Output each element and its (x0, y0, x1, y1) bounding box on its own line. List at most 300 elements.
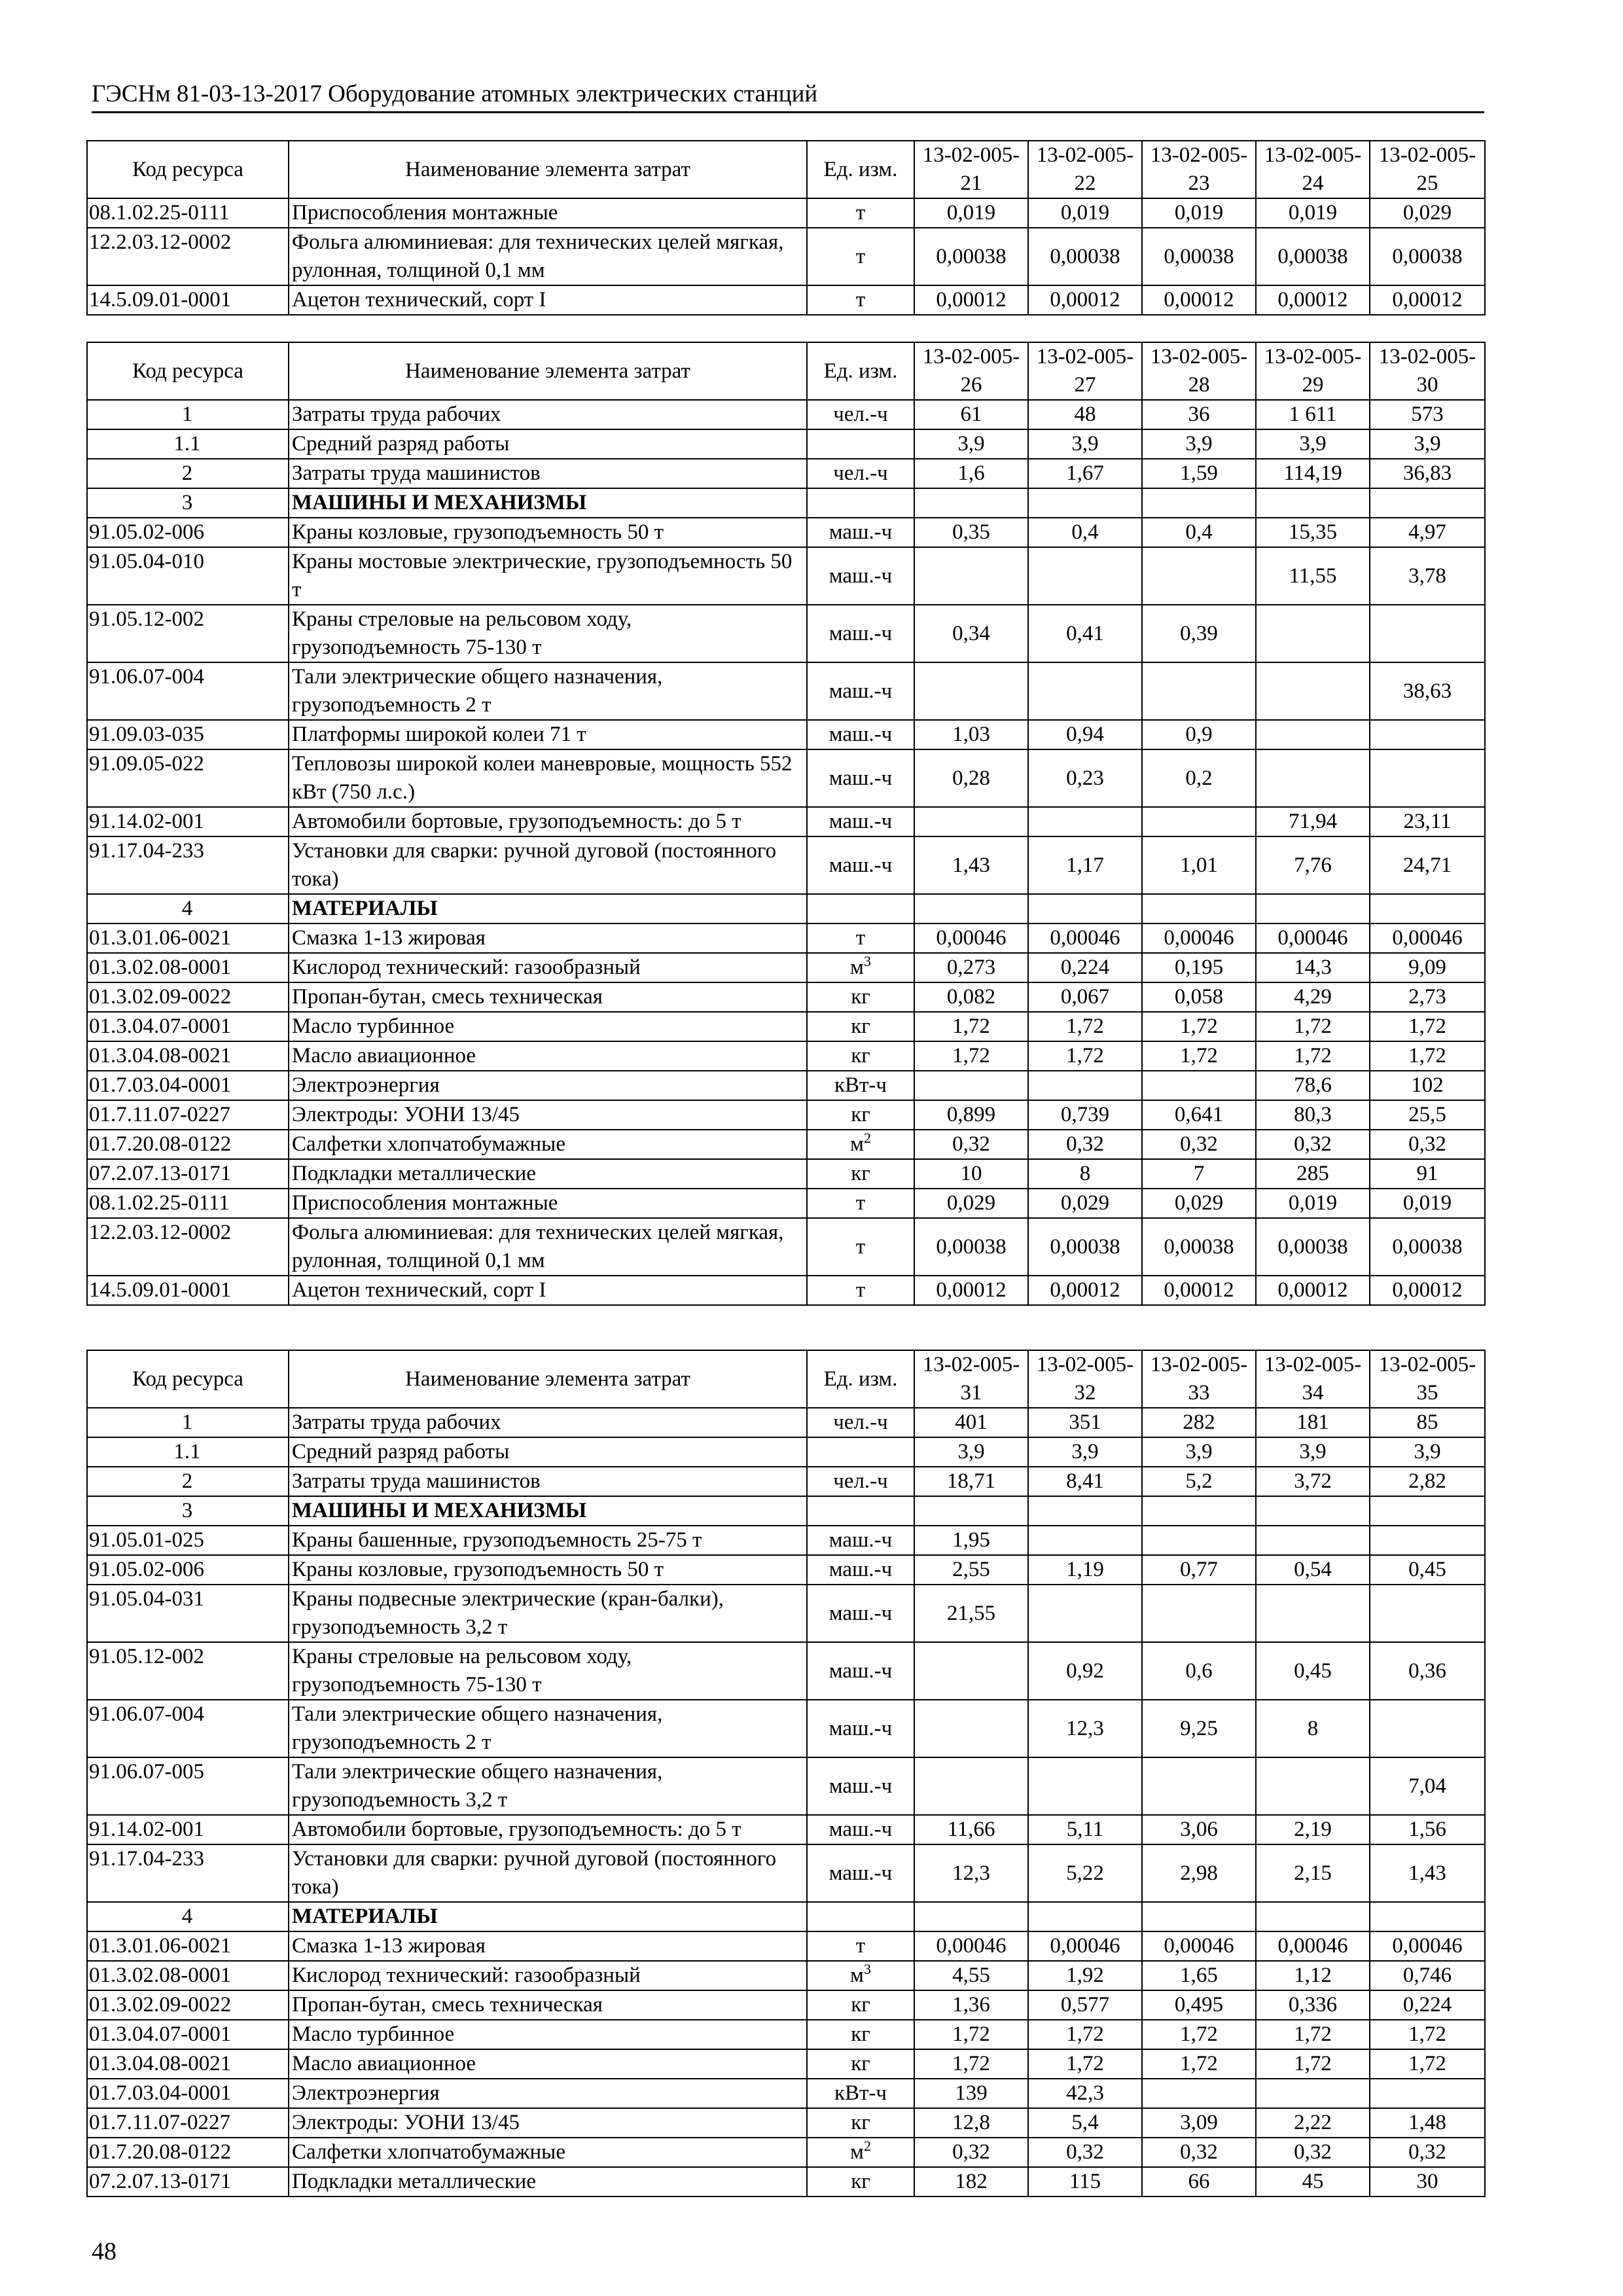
table-row (87, 982, 1485, 1012)
resource-code: 01.3.04.07-0001 (87, 2020, 289, 2049)
resource-name: Ацетон технический, сорт I (289, 1276, 807, 1305)
resource-value: 1,72 (1142, 2020, 1256, 2049)
resource-unit: $м^2$ (807, 1130, 914, 1159)
resource-name: Краны стреловые на рельсовом ходу, грузоподъемность 75-130 т (289, 1642, 807, 1700)
resource-code: 12.2.03.12-0002 (87, 228, 289, 285)
table-row (87, 1642, 1485, 1700)
resource-unit: маш.-ч (807, 1642, 914, 1700)
resource-value (1370, 1585, 1485, 1642)
resource-value: 0,32 (1370, 1130, 1485, 1159)
resource-value: 0,495 (1142, 1990, 1256, 2020)
resource-code: 91.14.02-001 (87, 1815, 289, 1844)
resource-value (1370, 1700, 1485, 1757)
resource-code: 2 (87, 1467, 289, 1496)
page-header: ГЭСНм 81-03-13-2017 Оборудование атомных электрических станций (92, 77, 1484, 113)
header-norm-code: 13-02-005-33 (1142, 1350, 1256, 1408)
resource-value: 1,72 (914, 2020, 1028, 2049)
resource-value: 0,00038 (1142, 1218, 1256, 1276)
resource-value: 80,3 (1256, 1100, 1370, 1130)
resource-unit: т (807, 924, 914, 953)
table-row (87, 1757, 1485, 1815)
table-row (87, 1844, 1485, 1902)
resource-value: 0,00046 (1028, 1931, 1142, 1961)
resource-value (1142, 662, 1256, 720)
resource-value (1256, 488, 1370, 518)
resource-name: Затраты труда рабочих (289, 400, 807, 429)
resource-value: 4,29 (1256, 982, 1370, 1012)
resource-value: 0,273 (914, 953, 1028, 982)
table-row (87, 459, 1485, 488)
resource-value: 0,32 (1256, 2138, 1370, 2167)
resource-value: 0,32 (1370, 2138, 1485, 2167)
table-row (87, 2108, 1485, 2138)
header-name: Наименование элемента затрат (289, 141, 807, 198)
resource-value: 0,082 (914, 982, 1028, 1012)
resource-unit (807, 1496, 914, 1526)
header-norm-code: 13-02-005-25 (1370, 141, 1485, 198)
table-row (87, 2138, 1485, 2167)
resource-value: 351 (1028, 1408, 1142, 1437)
resource-value: 0,00012 (1370, 1276, 1485, 1305)
resource-name: МАШИНЫ И МЕХАНИЗМЫ (289, 1496, 807, 1526)
resource-value: 1,72 (1256, 2020, 1370, 2049)
table-row (87, 1071, 1485, 1100)
resource-code: 2 (87, 459, 289, 488)
resource-value (914, 1071, 1028, 1100)
resource-value: 0,00046 (1028, 924, 1142, 953)
resource-value: 1,19 (1028, 1555, 1142, 1585)
header-norm-code: 13-02-005-22 (1028, 141, 1142, 198)
section-row (87, 488, 1485, 518)
resource-value (1028, 488, 1142, 518)
resource-code: 01.3.01.06-0021 (87, 924, 289, 953)
resource-value: 0,35 (914, 518, 1028, 547)
resource-value: 1,72 (1028, 1041, 1142, 1071)
resource-value: 36,83 (1370, 459, 1485, 488)
resource-value: 0,336 (1256, 1990, 1370, 2020)
resource-value: 0,058 (1142, 982, 1256, 1012)
resource-value: 3,9 (1370, 429, 1485, 459)
resource-code: 3 (87, 488, 289, 518)
resource-value (914, 488, 1028, 518)
resource-value: 1,72 (1370, 2049, 1485, 2079)
resource-value: 0,32 (1028, 2138, 1142, 2167)
resource-value: 14,3 (1256, 953, 1370, 982)
resource-name: Установки для сварки: ручной дуговой (постоянного тока) (289, 836, 807, 894)
resource-value: 36 (1142, 400, 1256, 429)
resource-value: 0,92 (1028, 1642, 1142, 1700)
resource-code: 01.7.11.07-0227 (87, 1100, 289, 1130)
resource-value: 182 (914, 2167, 1028, 2197)
resource-value: 2,98 (1142, 1844, 1256, 1902)
table-row (87, 285, 1485, 315)
resource-value (1142, 547, 1256, 605)
resource-name: Масло турбинное (289, 2020, 807, 2049)
resource-value: 1,56 (1370, 1815, 1485, 1844)
resource-name: Масло турбинное (289, 1012, 807, 1041)
resource-value: 0,00046 (1142, 1931, 1256, 1961)
resource-name: Пропан-бутан, смесь техническая (289, 982, 807, 1012)
resource-value: 0,029 (1370, 198, 1485, 228)
resource-value: 1,72 (1142, 1012, 1256, 1041)
resource-name: Платформы широкой колеи 71 т (289, 720, 807, 749)
resource-value: 2,55 (914, 1555, 1028, 1585)
resource-code: 91.05.04-031 (87, 1585, 289, 1642)
resource-value (1028, 1585, 1142, 1642)
resource-value: 0,32 (914, 1130, 1028, 1159)
resource-unit: кг (807, 1012, 914, 1041)
resource-value: 3,9 (1256, 429, 1370, 459)
resource-value (1256, 1902, 1370, 1931)
table-row (87, 836, 1485, 894)
resource-unit: маш.-ч (807, 1815, 914, 1844)
resource-name: Автомобили бортовые, грузоподъемность: до 5 т (289, 1815, 807, 1844)
header-unit: Ед. изм. (807, 141, 914, 198)
resource-value (1256, 749, 1370, 807)
resource-value (914, 1700, 1028, 1757)
resource-value: 8 (1256, 1700, 1370, 1757)
resource-value: 0,019 (914, 198, 1028, 228)
resource-unit: кг (807, 2167, 914, 2197)
resource-value: 1,6 (914, 459, 1028, 488)
resource-value: 5,22 (1028, 1844, 1142, 1902)
resource-value: 0,00038 (914, 228, 1028, 285)
header-code: Код ресурса (87, 342, 289, 400)
resource-unit: маш.-ч (807, 547, 914, 605)
resource-value: 38,63 (1370, 662, 1485, 720)
resource-name: Электроэнергия (289, 1071, 807, 1100)
resource-value: 0,34 (914, 605, 1028, 662)
resource-code: 91.09.03-035 (87, 720, 289, 749)
resource-value (1142, 1526, 1256, 1555)
resource-unit: кг (807, 2020, 914, 2049)
resource-value (1370, 1496, 1485, 1526)
resource-value: 139 (914, 2079, 1028, 2108)
resource-code: 12.2.03.12-0002 (87, 1218, 289, 1276)
header-name: Наименование элемента затрат (289, 342, 807, 400)
resource-unit: т (807, 1276, 914, 1305)
resource-value: 1,72 (1142, 1041, 1256, 1071)
resource-unit (807, 488, 914, 518)
resource-value: 3,9 (1142, 429, 1256, 459)
resource-value (914, 1496, 1028, 1526)
resource-value (1256, 720, 1370, 749)
resource-value: 12,3 (1028, 1700, 1142, 1757)
resource-value: 2,73 (1370, 982, 1485, 1012)
resource-name: Подкладки металлические (289, 1159, 807, 1189)
resource-unit: чел.-ч (807, 400, 914, 429)
resource-unit: маш.-ч (807, 1700, 914, 1757)
resource-value: 23,11 (1370, 807, 1485, 836)
resource-unit: кг (807, 1990, 914, 2020)
resource-value: 0,224 (1370, 1990, 1485, 2020)
resource-unit: т (807, 198, 914, 228)
table-row (87, 429, 1485, 459)
resource-value: 1,72 (914, 1041, 1028, 1071)
resource-unit: маш.-ч (807, 720, 914, 749)
header-norm-code: 13-02-005-27 (1028, 342, 1142, 400)
resource-code: 01.7.03.04-0001 (87, 2079, 289, 2108)
resource-value: 1,67 (1028, 459, 1142, 488)
resource-value: 21,55 (914, 1585, 1028, 1642)
resource-value (1028, 807, 1142, 836)
resource-value: 4,97 (1370, 518, 1485, 547)
resource-value: 7,04 (1370, 1757, 1485, 1815)
resource-name: Тали электрические общего назначения, грузоподъемность 3,2 т (289, 1757, 807, 1815)
table-row (87, 662, 1485, 720)
resource-value: 0,00012 (914, 1276, 1028, 1305)
table-row (87, 1012, 1485, 1041)
resource-value: 0,6 (1142, 1642, 1256, 1700)
resource-code: 01.7.20.08-0122 (87, 2138, 289, 2167)
resource-name: Кислород технический: газообразный (289, 953, 807, 982)
table-row (87, 1100, 1485, 1130)
resource-value: 8 (1028, 1159, 1142, 1189)
resource-name: Установки для сварки: ручной дуговой (постоянного тока) (289, 1844, 807, 1902)
resource-value: 573 (1370, 400, 1485, 429)
resource-value (1028, 1902, 1142, 1931)
header-name: Наименование элемента затрат (289, 1350, 807, 1408)
resource-value: 0,029 (914, 1189, 1028, 1218)
resource-value: 0,9 (1142, 720, 1256, 749)
table-row (87, 1467, 1485, 1496)
resource-unit: маш.-ч (807, 749, 914, 807)
resource-value: 0,00012 (1256, 285, 1370, 315)
resource-value: 2,19 (1256, 1815, 1370, 1844)
table-row (87, 2049, 1485, 2079)
resource-code: 1.1 (87, 429, 289, 459)
resource-name: Масло авиационное (289, 1041, 807, 1071)
resource-value (1370, 720, 1485, 749)
table-row (87, 1276, 1485, 1305)
table-row (87, 1526, 1485, 1555)
resource-value: 1,72 (914, 2049, 1028, 2079)
resource-unit (807, 429, 914, 459)
resource-value: 66 (1142, 2167, 1256, 2197)
resource-code: 4 (87, 1902, 289, 1931)
resource-name: Подкладки металлические (289, 2167, 807, 2197)
resource-value: 5,11 (1028, 1815, 1142, 1844)
resource-code: 01.7.20.08-0122 (87, 1130, 289, 1159)
resource-unit: т (807, 1189, 914, 1218)
resource-value: 0,00046 (1370, 924, 1485, 953)
resource-value: 0,577 (1028, 1990, 1142, 2020)
resource-unit: маш.-ч (807, 807, 914, 836)
header-norm-code: 13-02-005-32 (1028, 1350, 1142, 1408)
table-row (87, 1189, 1485, 1218)
resource-value: 0,4 (1028, 518, 1142, 547)
header-code: Код ресурса (87, 1350, 289, 1408)
resource-value: 5,2 (1142, 1467, 1256, 1496)
resource-value: 0,00046 (1256, 924, 1370, 953)
resource-value: 181 (1256, 1408, 1370, 1437)
header-norm-code: 13-02-005-23 (1142, 141, 1256, 198)
resource-value (1028, 894, 1142, 924)
resource-value: 0,029 (1142, 1189, 1256, 1218)
resource-value: 0,00046 (1370, 1931, 1485, 1961)
table-row (87, 2020, 1485, 2049)
resource-unit: кВт-ч (807, 1071, 914, 1100)
header-norm-code: 13-02-005-26 (914, 342, 1028, 400)
resource-value (1028, 1757, 1142, 1815)
resource-code: 91.06.07-004 (87, 662, 289, 720)
resource-value: 2,22 (1256, 2108, 1370, 2138)
resource-value (1142, 1496, 1256, 1526)
resource-code: 1 (87, 400, 289, 429)
table-header-row (87, 342, 1485, 400)
resource-value: 3,9 (1028, 1437, 1142, 1467)
resource-value (914, 807, 1028, 836)
resource-value: 0,00038 (1256, 228, 1370, 285)
resource-unit: $м^3$ (807, 1961, 914, 1990)
resource-unit: маш.-ч (807, 1844, 914, 1902)
table-row (87, 228, 1485, 285)
header-norm-code: 13-02-005-21 (914, 141, 1028, 198)
header-norm-code: 13-02-005-24 (1256, 141, 1370, 198)
resource-code: 08.1.02.25-0111 (87, 1189, 289, 1218)
resource-value: 3,9 (914, 429, 1028, 459)
resource-name: Краны стреловые на рельсовом ходу, грузоподъемность 75-130 т (289, 605, 807, 662)
resource-code: 91.05.12-002 (87, 605, 289, 662)
header-unit: Ед. изм. (807, 342, 914, 400)
resource-name: Затраты труда рабочих (289, 1408, 807, 1437)
resource-value: 1,72 (1028, 1012, 1142, 1041)
resource-value (1370, 488, 1485, 518)
resource-value: 5,4 (1028, 2108, 1142, 2138)
resource-value: 61 (914, 400, 1028, 429)
resource-value (1370, 1526, 1485, 1555)
resource-name: Тали электрические общего назначения, грузоподъемность 2 т (289, 662, 807, 720)
resource-code: 01.7.11.07-0227 (87, 2108, 289, 2138)
resource-value (914, 662, 1028, 720)
resource-value: 12,3 (914, 1844, 1028, 1902)
resource-name: Ацетон технический, сорт I (289, 285, 807, 315)
header-norm-code: 13-02-005-29 (1256, 342, 1370, 400)
resource-value: 0,019 (1028, 198, 1142, 228)
table-row (87, 1437, 1485, 1467)
resource-value: 1,72 (1370, 2020, 1485, 2049)
resource-unit: т (807, 285, 914, 315)
resource-value (1256, 1585, 1370, 1642)
table-row (87, 1041, 1485, 1071)
table-row (87, 1815, 1485, 1844)
resource-value: 0,00046 (914, 1931, 1028, 1961)
resource-value: 1,72 (1370, 1041, 1485, 1071)
resource-code: 3 (87, 1496, 289, 1526)
resource-table-2 (86, 342, 1486, 1306)
resource-unit: маш.-ч (807, 662, 914, 720)
resource-unit: маш.-ч (807, 518, 914, 547)
resource-code: 01.7.03.04-0001 (87, 1071, 289, 1100)
resource-value: 0,029 (1028, 1189, 1142, 1218)
resource-value: 1 611 (1256, 400, 1370, 429)
resource-name: Электроэнергия (289, 2079, 807, 2108)
resource-name: Затраты труда машинистов (289, 1467, 807, 1496)
table-row (87, 1159, 1485, 1189)
resource-value: 12,8 (914, 2108, 1028, 2138)
resource-value (1370, 894, 1485, 924)
resource-value: 0,00012 (1028, 285, 1142, 315)
resource-value (1370, 2079, 1485, 2108)
table-row (87, 605, 1485, 662)
resource-value: 0,36 (1370, 1642, 1485, 1700)
resource-value (1142, 1902, 1256, 1931)
resource-value: 1,72 (1028, 2020, 1142, 2049)
resource-code: 01.3.04.07-0001 (87, 1012, 289, 1041)
resource-value: 0,00046 (1256, 1931, 1370, 1961)
section-row (87, 1496, 1485, 1526)
resource-value: 3,9 (914, 1437, 1028, 1467)
resource-value: 0,00038 (1370, 228, 1485, 285)
resource-name: Приспособления монтажные (289, 198, 807, 228)
resource-name: Фольга алюминиевая: для технических целей мягкая, рулонная, толщиной 0,1 мм (289, 1218, 807, 1276)
resource-unit: чел.-ч (807, 1408, 914, 1437)
resource-unit (807, 894, 914, 924)
resource-value (1142, 894, 1256, 924)
resource-unit: $м^2$ (807, 2138, 914, 2167)
resource-code: 91.05.02-006 (87, 518, 289, 547)
resource-value: 3,9 (1142, 1437, 1256, 1467)
table-row (87, 1585, 1485, 1642)
resource-value: 0,45 (1256, 1642, 1370, 1700)
resource-unit (807, 1437, 914, 1467)
resource-name: Электроды: УОНИ 13/45 (289, 1100, 807, 1130)
resource-value (914, 1642, 1028, 1700)
resource-code: 14.5.09.01-0001 (87, 285, 289, 315)
resource-value: 114,19 (1256, 459, 1370, 488)
resource-value: 4,55 (914, 1961, 1028, 1990)
table-row (87, 1700, 1485, 1757)
resource-unit: кВт-ч (807, 2079, 914, 2108)
resource-name: Пропан-бутан, смесь техническая (289, 1990, 807, 2020)
resource-code: 91.06.07-005 (87, 1757, 289, 1815)
resource-value: 0,00012 (1142, 1276, 1256, 1305)
resource-value: 2,82 (1370, 1467, 1485, 1496)
header-norm-code: 13-02-005-28 (1142, 342, 1256, 400)
resource-unit: маш.-ч (807, 836, 914, 894)
resource-value: 0,2 (1142, 749, 1256, 807)
resource-name: Автомобили бортовые, грузоподъемность: до 5 т (289, 807, 807, 836)
resource-value: 0,019 (1256, 1189, 1370, 1218)
resource-name: Средний разряд работы (289, 429, 807, 459)
header-norm-code: 13-02-005-31 (914, 1350, 1028, 1408)
resource-name: Краны мостовые электрические, грузоподъемность 50 т (289, 547, 807, 605)
resource-value: 0,00038 (1142, 228, 1256, 285)
table-header-row (87, 1350, 1485, 1408)
header-norm-code: 13-02-005-30 (1370, 342, 1485, 400)
resource-value: 0,54 (1256, 1555, 1370, 1585)
header-unit: Ед. изм. (807, 1350, 914, 1408)
resource-value: 0,00012 (1142, 285, 1256, 315)
resource-value: 0,4 (1142, 518, 1256, 547)
resource-unit: чел.-ч (807, 459, 914, 488)
resource-value (914, 547, 1028, 605)
resource-name: Салфетки хлопчатобумажные (289, 2138, 807, 2167)
resource-value: 10 (914, 1159, 1028, 1189)
resource-value: 0,224 (1028, 953, 1142, 982)
table-row (87, 1218, 1485, 1276)
resource-unit: маш.-ч (807, 1526, 914, 1555)
resource-value: 1,72 (1256, 2049, 1370, 2079)
resource-value: 0,45 (1370, 1555, 1485, 1585)
resource-unit: кг (807, 982, 914, 1012)
resource-value: 1,72 (1370, 1012, 1485, 1041)
resource-unit: т (807, 1218, 914, 1276)
resource-unit: $м^3$ (807, 953, 914, 982)
resource-value: 3,09 (1142, 2108, 1256, 2138)
resource-value: 0,94 (1028, 720, 1142, 749)
resource-value: 3,72 (1256, 1467, 1370, 1496)
